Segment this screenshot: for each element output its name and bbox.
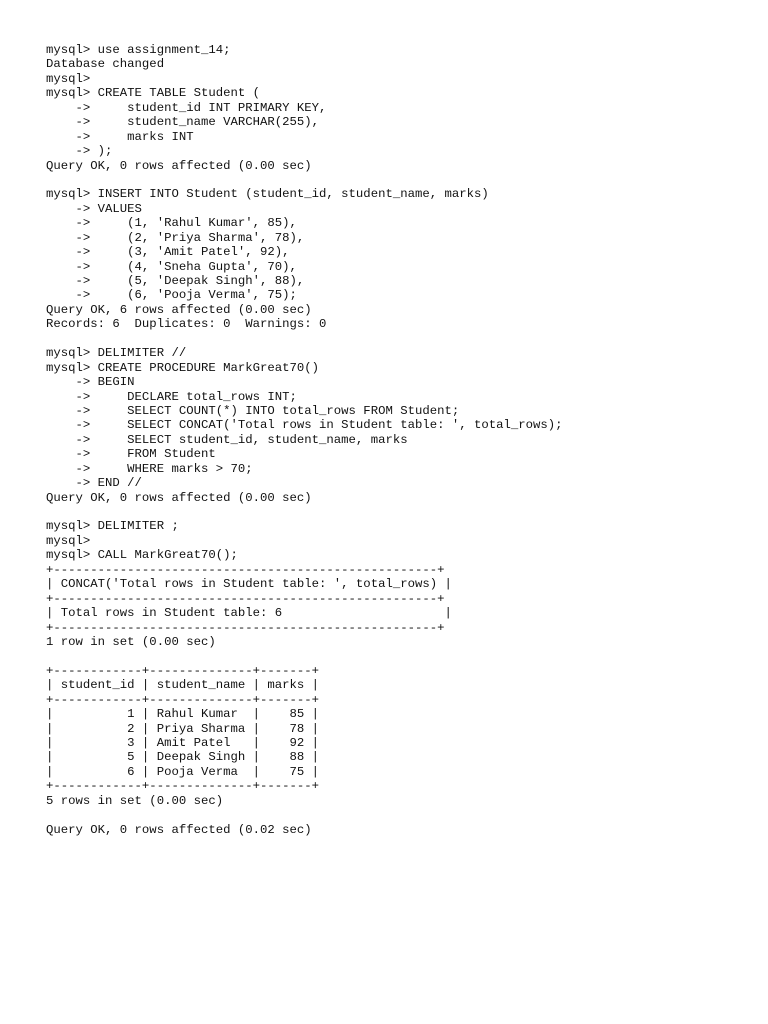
terminal-line: -> (5, 'Deepak Singh', 88), bbox=[46, 274, 305, 288]
terminal-line: -> (3, 'Amit Patel', 92), bbox=[46, 245, 290, 260]
terminal-line: mysql> CREATE TABLE Student ( bbox=[46, 86, 261, 101]
terminal-line: -> (4, 'Sneha Gupta', 70), bbox=[46, 259, 297, 274]
terminal-line: Query OK, 6 rows affected (0.00 sec) bbox=[46, 302, 312, 317]
terminal-line bbox=[46, 173, 746, 187]
terminal-line: Query OK, 0 rows affected (0.00 sec) bbox=[46, 490, 312, 505]
terminal-line: -> DECLARE total_rows INT; bbox=[46, 389, 297, 404]
terminal-line: | student_id | student_name | marks | bbox=[46, 678, 320, 693]
terminal-line: -> WHERE marks > 70; bbox=[46, 461, 253, 476]
terminal-line: | 1 | Rahul Kumar | 85 | bbox=[46, 707, 320, 722]
terminal-line: Database changed bbox=[46, 57, 165, 72]
terminal-line: mysql> bbox=[46, 533, 91, 548]
terminal-output bbox=[46, 43, 746, 837]
terminal-line: -> END // bbox=[46, 476, 142, 491]
terminal-line: -> (6, 'Pooja Verma', 75); bbox=[46, 288, 297, 303]
terminal-line: -> (2, 'Priya Sharma', 78), bbox=[46, 230, 305, 245]
terminal-line: +----------------------------------------------------+ bbox=[46, 562, 445, 577]
terminal-line: +----------------------------------------------------+ bbox=[46, 620, 445, 635]
terminal-line bbox=[46, 505, 746, 519]
terminal-line: +------------+--------------+-------+ bbox=[46, 692, 320, 707]
terminal-line: | 6 | Pooja Verma | 75 | bbox=[46, 764, 320, 779]
terminal-line: 5 rows in set (0.00 sec) bbox=[46, 793, 224, 808]
terminal-line: 1 row in set (0.00 sec) bbox=[46, 634, 216, 649]
terminal-line: | Total rows in Student table: 6 | bbox=[46, 606, 452, 621]
terminal-line: | CONCAT('Total rows in Student table: ', total_rows) | bbox=[46, 577, 452, 592]
terminal-line bbox=[46, 332, 746, 346]
terminal-line: mysql> use assignment_14; bbox=[46, 43, 231, 57]
terminal-line: Query OK, 0 rows affected (0.00 sec) bbox=[46, 158, 312, 173]
terminal-line: mysql> CALL MarkGreat70(); bbox=[46, 548, 238, 563]
terminal-line bbox=[46, 649, 746, 663]
terminal-line: mysql> DELIMITER ; bbox=[46, 519, 179, 534]
terminal-line: -> SELECT COUNT(*) INTO total_rows FROM Student; bbox=[46, 403, 460, 418]
terminal-line: -> FROM Student bbox=[46, 447, 216, 462]
terminal-line: -> marks INT bbox=[46, 129, 194, 144]
terminal-line: mysql> CREATE PROCEDURE MarkGreat70() bbox=[46, 360, 320, 375]
terminal-line: -> ); bbox=[46, 144, 113, 159]
terminal-line: | 3 | Amit Patel | 92 | bbox=[46, 736, 320, 750]
terminal-line bbox=[46, 808, 746, 822]
terminal-line: +------------+--------------+-------+ bbox=[46, 779, 320, 794]
terminal-line: mysql> bbox=[46, 71, 91, 86]
terminal-line: -> (1, 'Rahul Kumar', 85), bbox=[46, 216, 297, 231]
terminal-line: | 5 | Deepak Singh | 88 | bbox=[46, 750, 320, 765]
terminal-line: -> BEGIN bbox=[46, 375, 135, 390]
terminal-line: -> student_name VARCHAR(255), bbox=[46, 115, 320, 130]
terminal-line: -> VALUES bbox=[46, 201, 142, 216]
terminal-line: -> SELECT student_id, student_name, marks bbox=[46, 432, 408, 447]
terminal-line: mysql> DELIMITER // bbox=[46, 346, 187, 361]
terminal-line: Query OK, 0 rows affected (0.02 sec) bbox=[46, 822, 312, 837]
terminal-line: +----------------------------------------------------+ bbox=[46, 591, 445, 606]
terminal-line: -> student_id INT PRIMARY KEY, bbox=[46, 100, 327, 115]
terminal-line: | 2 | Priya Sharma | 78 | bbox=[46, 721, 320, 736]
terminal-line: -> SELECT CONCAT('Total rows in Student table: ', total_rows); bbox=[46, 418, 563, 433]
terminal-line: +------------+--------------+-------+ bbox=[46, 663, 320, 678]
terminal-line: Records: 6 Duplicates: 0 Warnings: 0 bbox=[46, 317, 327, 332]
terminal-line: mysql> INSERT INTO Student (student_id, student_name, marks) bbox=[46, 187, 489, 202]
